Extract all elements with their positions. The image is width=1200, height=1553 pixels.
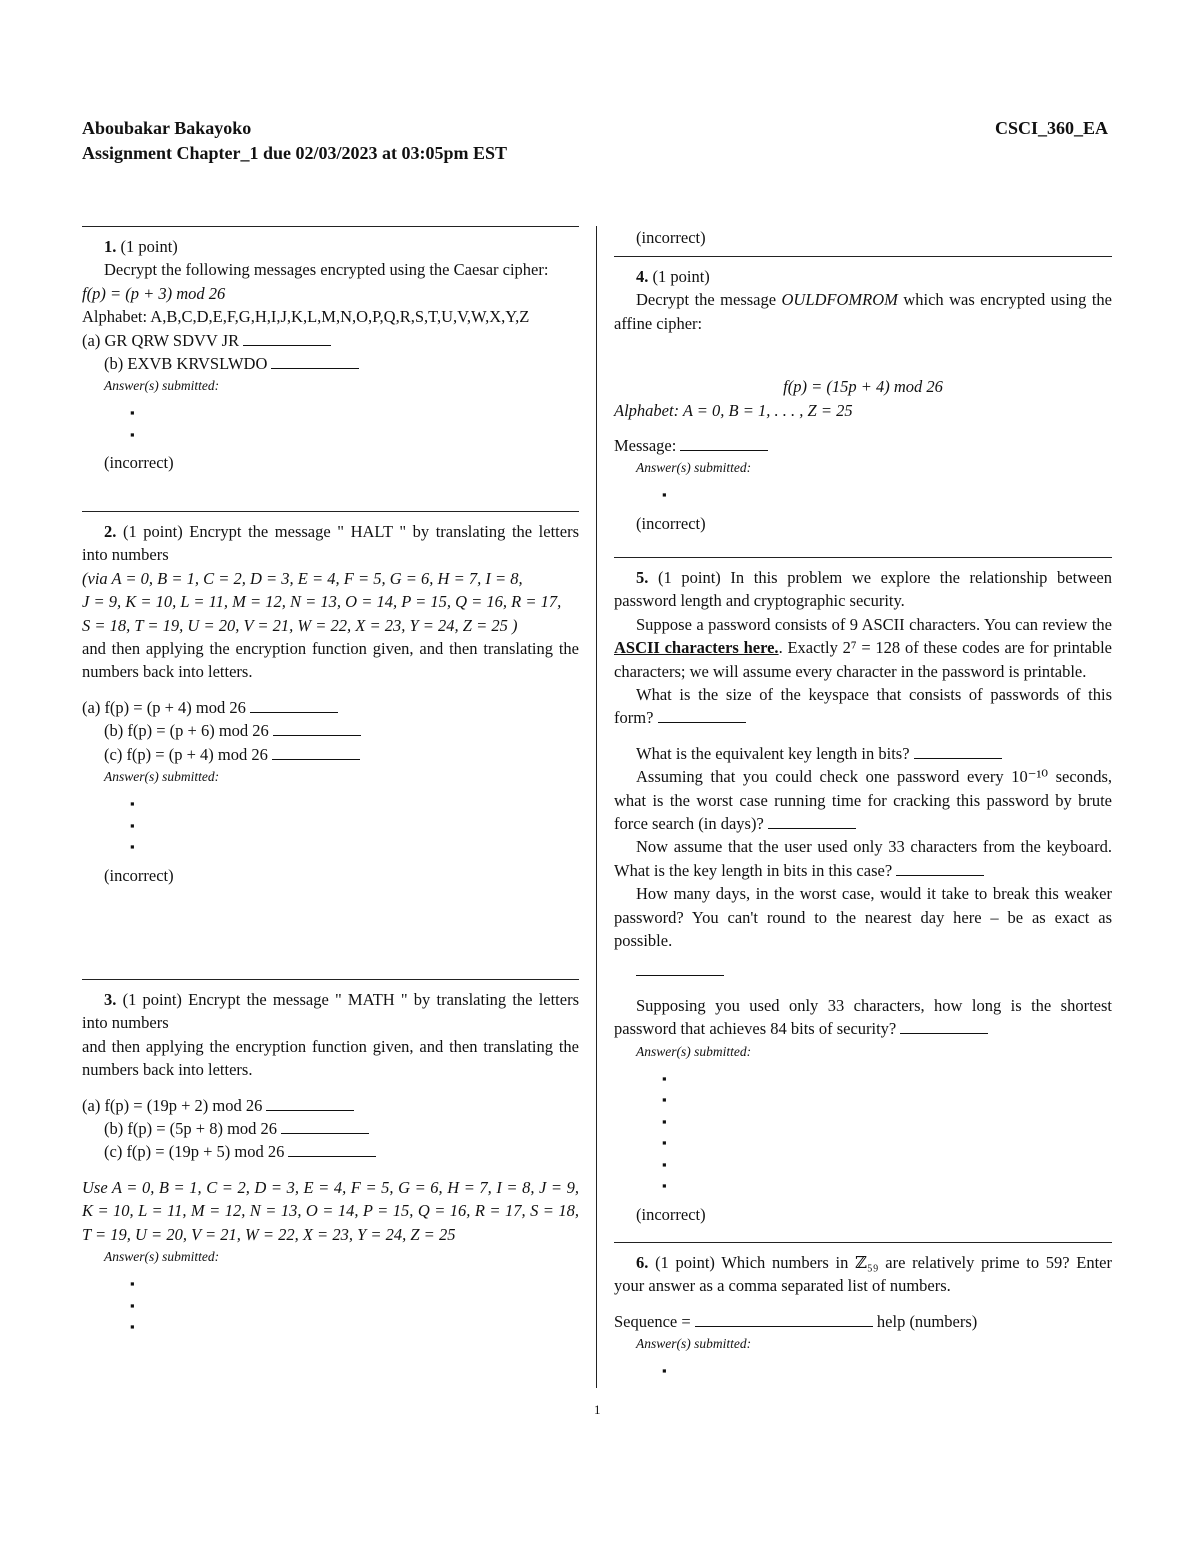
problem-text: In this problem we explore the relationship between password length and cryptographic security. (614, 568, 1113, 611)
help-link[interactable]: help (numbers) (876, 1311, 978, 1331)
formula: f(p) = (15p + 4) mod 26 (783, 377, 943, 397)
answer-blank[interactable] (288, 1143, 376, 1157)
problem-text: Which numbers in ℤ₅₉ are relatively prime to 59? Enter your answer as a comma separated list of numbers. (614, 1253, 1112, 1296)
answer-blank[interactable] (250, 699, 338, 713)
status-incorrect: (incorrect) (636, 513, 706, 533)
problem-text: Decrypt the following messages encrypted using the Caesar cipher: (104, 260, 549, 280)
formula: f(p) = (p + 3) mod 26 (82, 283, 226, 303)
answer-bullet: ▪ (130, 1319, 135, 1335)
problem-text: Decrypt the message OULDFOMROM which was encrypted using the affine cipher: (614, 290, 1113, 333)
problem-5: 5. (1 point) In this problem we explore the relationship between password length and cryptographic security. Suppose a password consists of 9 ASCII characters. You can review the ASCII characters here.. Exactly 2⁷ = 128 of these codes are for printable characters; we will assume every character in the password is printable. What is the size of the keyspace that consists of passwords of this form? What is the equivalent key length in bits? Assuming that you could check one password every 10⁻¹⁰ seconds, what is the worst case running time for cracking this password by brute force search (in days)? Now assume that the user used only 33 characters from the keyboard. What is the key length in bits in this case? How many days, in the worst case, would it take to break this weaker password? You can't round to the nearest day here – be as exact as possible. Supposing you used only 33 characters, how long is the shortest password that achieves 84 bits of security? Answer(s) submitted: ▪ ▪ ▪ ▪ ▪ ▪ (incorrect) (614, 557, 1112, 1242)
problem-number: 4. (636, 267, 649, 286)
question-keyspace: What is the size of the keyspace that consists of passwords of this form? (614, 685, 1112, 728)
answer-bullet: ▪ (662, 1363, 667, 1379)
status-incorrect: (incorrect) (104, 865, 174, 885)
status-incorrect: (incorrect) (636, 228, 706, 247)
problem-text: Encrypt the message " MATH " by translating the letters into numbers (82, 990, 580, 1033)
part-c-label: (c) f(p) = (19p + 5) mod 26 (104, 1142, 285, 1162)
answers-submitted-label: Answer(s) submitted: (636, 460, 752, 476)
answer-bullet: ▪ (662, 1135, 667, 1151)
answer-bullet: ▪ (662, 1178, 667, 1194)
alphabet: Alphabet: A = 0, B = 1, . . . , Z = 25 (614, 400, 853, 420)
answer-blank[interactable] (896, 862, 984, 876)
answers-submitted-label: Answer(s) submitted: (104, 1249, 220, 1265)
answer-blank[interactable] (243, 332, 331, 346)
left-column (82, 226, 579, 1338)
answer-blank[interactable] (768, 815, 856, 829)
answer-blank[interactable] (271, 355, 359, 369)
problem-text-2: and then applying the encryption function given, and then translating the numbers back into letters. (82, 639, 579, 682)
letter-map-1: (via A = 0, B = 1, C = 2, D = 3, E = 4, F = 5, G = 6, H = 7, I = 8, (82, 568, 523, 588)
answer-blank[interactable] (914, 745, 1002, 759)
page-number: 1 (594, 1402, 601, 1417)
answer-blank[interactable] (272, 746, 360, 760)
problem-number: 2. (104, 522, 117, 541)
problem-number: 5. (636, 568, 649, 587)
answer-bullet: ▪ (130, 839, 135, 855)
answer-blank[interactable] (281, 1120, 369, 1134)
part-c-label: (c) f(p) = (p + 4) mod 26 (104, 744, 268, 764)
ascii-link[interactable]: ASCII characters here. (614, 638, 779, 658)
answer-bullet: ▪ (662, 1113, 667, 1129)
part-a-label: (a) GR QRW SDVV JR (82, 330, 240, 350)
assignment-title: Assignment Chapter_1 due 02/03/2023 at 03:05pm EST (82, 143, 508, 163)
letter-map-2: J = 9, K = 10, L = 11, M = 12, N = 13, O = 14, P = 15, Q = 16, R = 17, (82, 592, 562, 612)
ciphertext: OULDFOMROM (781, 290, 898, 310)
student-name: Aboubakar Bakayoko (82, 118, 252, 138)
message-label: Message: (614, 436, 677, 456)
answer-blank[interactable] (680, 437, 768, 451)
column-divider (596, 226, 597, 1388)
problem-3: 3. (1 point) Encrypt the message " MATH " by translating the letters into numbers and then applying the encryption function given, and then translating the numbers back into letters. (a) f(p) = (19p + 2) mod 26 (b) f(p) = (5p + 8) mod 26 (c) f(p) = (19p + 5) mod 26 Use A = 0, B = 1, C = 2, D = 3, E = 4, F = 5, G = 6, H = 7, I = 8, J = 9, K = 10, L = 11, M = 12, N = 13, O = 14, P = 15, Q = 16, R = 17, S = 18, T = 19, U = 20, V = 21, W = 22, X = 23, Y = 24, Z = 25 Answer(s) submitted: ▪ ▪ ▪ (82, 979, 579, 1338)
answer-blank[interactable] (658, 709, 746, 723)
question-key-length: What is the equivalent key length in bits? (636, 743, 910, 763)
answers-submitted-label: Answer(s) submitted: (636, 1336, 752, 1352)
problem-2: 2. (1 point) Encrypt the message " HALT " by translating the letters into numbers (via A = 0, B = 1, C = 2, D = 3, E = 4, F = 5, G = 6, H = 7, I = 8, J = 9, K = 10, L = 11, M = 12, N = 13, O = 14, P = 15, Q = 16, R = 17, S = 18, T = 19, U = 20, V = 21, W = 22, X = 23, Y = 24, Z = 25 ) and then applying the encryption function given, and then translating the numbers back into letters. (a) f(p) = (p + 4) mod 26 (b) f(p) = (p + 6) mod 26 (c) f(p) = (p + 4) mod 26 Answer(s) submitted: ▪ ▪ ▪ (incorrect) (82, 511, 579, 979)
answer-bullet: ▪ (662, 1070, 667, 1086)
status-incorrect: (incorrect) (104, 453, 174, 473)
problem-text-2: and then applying the encryption function given, and then translating the numbers back into letters. (82, 1036, 579, 1080)
problem-number: 6. (636, 1253, 649, 1272)
answer-bullet: ▪ (130, 1297, 135, 1313)
answer-bullet: ▪ (662, 487, 667, 503)
answer-bullet: ▪ (662, 1092, 667, 1108)
part-a-label: (a) f(p) = (19p + 2) mod 26 (82, 1095, 263, 1115)
problem-number: 1. (104, 237, 117, 256)
answers-submitted-label: Answer(s) submitted: (104, 769, 220, 785)
problem-text: Encrypt the message " HALT " by translating the letters into numbers (82, 522, 579, 565)
part-a-label: (a) f(p) = (p + 4) mod 26 (82, 697, 246, 717)
answer-bullet: ▪ (662, 1156, 667, 1172)
right-column (614, 226, 1112, 1382)
part-b-label: (b) f(p) = (p + 6) mod 26 (104, 721, 269, 741)
answer-bullet: ▪ (130, 426, 135, 442)
part-b-label: (b) f(p) = (5p + 8) mod 26 (104, 1119, 278, 1139)
question-shortest-password: Supposing you used only 33 characters, how long is the shortest password that achieves 84 bits of security? (614, 995, 1112, 1039)
question-weak-days: How many days, in the worst case, would it take to break this weaker password? You can't round to the nearest day here – be as exact as possible. (614, 884, 1112, 951)
question-running-time: Assuming that you could check one password every 10⁻¹⁰ seconds, what is the worst case running time for cracking this password by brute force search (in days)? (614, 767, 1112, 834)
answer-blank[interactable] (636, 962, 724, 976)
answers-submitted-label: Answer(s) submitted: (104, 378, 220, 394)
course-code: CSCI_360_EA (994, 118, 1108, 138)
question-weak-key-length: Now assume that the user used only 33 characters from the keyboard. What is the key length in bits in this case? (614, 837, 1112, 880)
letter-map-3: S = 18, T = 19, U = 20, V = 21, W = 22, X = 23, Y = 24, Z = 25 ) (82, 615, 518, 635)
answers-submitted-label: Answer(s) submitted: (636, 1043, 752, 1059)
answer-bullet: ▪ (130, 405, 135, 421)
letter-map: Use A = 0, B = 1, C = 2, D = 3, E = 4, F = 5, G = 6, H = 7, I = 8, J = 9, K = 10, L = 11, M = 12, N = 13, O = 14, P = 15, Q = 16, R = 17, S = 18, T = 19, U = 20, V = 21, W = 22, X = 23, Y = 24, Z = 25 (82, 1177, 579, 1244)
answer-blank[interactable] (273, 722, 361, 736)
answer-blank[interactable] (266, 1097, 354, 1111)
problem-6: 6. (1 point) Which numbers in ℤ₅₉ are relatively prime to 59? Enter your answer as a comma separated list of numbers. Sequence = help (numbers) Answer(s) submitted: ▪ (614, 1242, 1112, 1382)
answer-bullet: ▪ (130, 1276, 135, 1292)
problem-1: 1. (1 point) Decrypt the following messages encrypted using the Caesar cipher: f(p) = (p + 3) mod 26 Alphabet: A,B,C,D,E,F,G,H,I,J,K,L,M,N,O,P,Q,R,S,T,U,V,W,X,Y,Z (a) GR QRW SDVV JR (b) EXVB KRVSLWDO Answer(s) submitted: ▪ ▪ (incorrect) (82, 226, 579, 511)
problem-number: 3. (104, 990, 117, 1009)
alphabet: Alphabet: A,B,C,D,E,F,G,H,I,J,K,L,M,N,O,P,Q,R,S,T,U,V,W,X,Y,Z (82, 307, 530, 327)
answer-bullet: ▪ (130, 817, 135, 833)
answer-blank[interactable] (900, 1020, 988, 1034)
problem-4: 4. (1 point) Decrypt the message OULDFOMROM which was encrypted using the affine cipher: f(p) = (15p + 4) mod 26 Alphabet: A = 0, B = 1, . . . , Z = 25 Message: Answer(s) submitted: ▪ (incorrect) (614, 256, 1112, 557)
status-incorrect: (incorrect) (636, 1204, 706, 1224)
part-b-label: (b) EXVB KRVSLWDO (104, 354, 268, 374)
answer-bullet: ▪ (130, 796, 135, 812)
sequence-input[interactable] (695, 1313, 873, 1327)
sequence-label: Sequence = (614, 1311, 691, 1331)
